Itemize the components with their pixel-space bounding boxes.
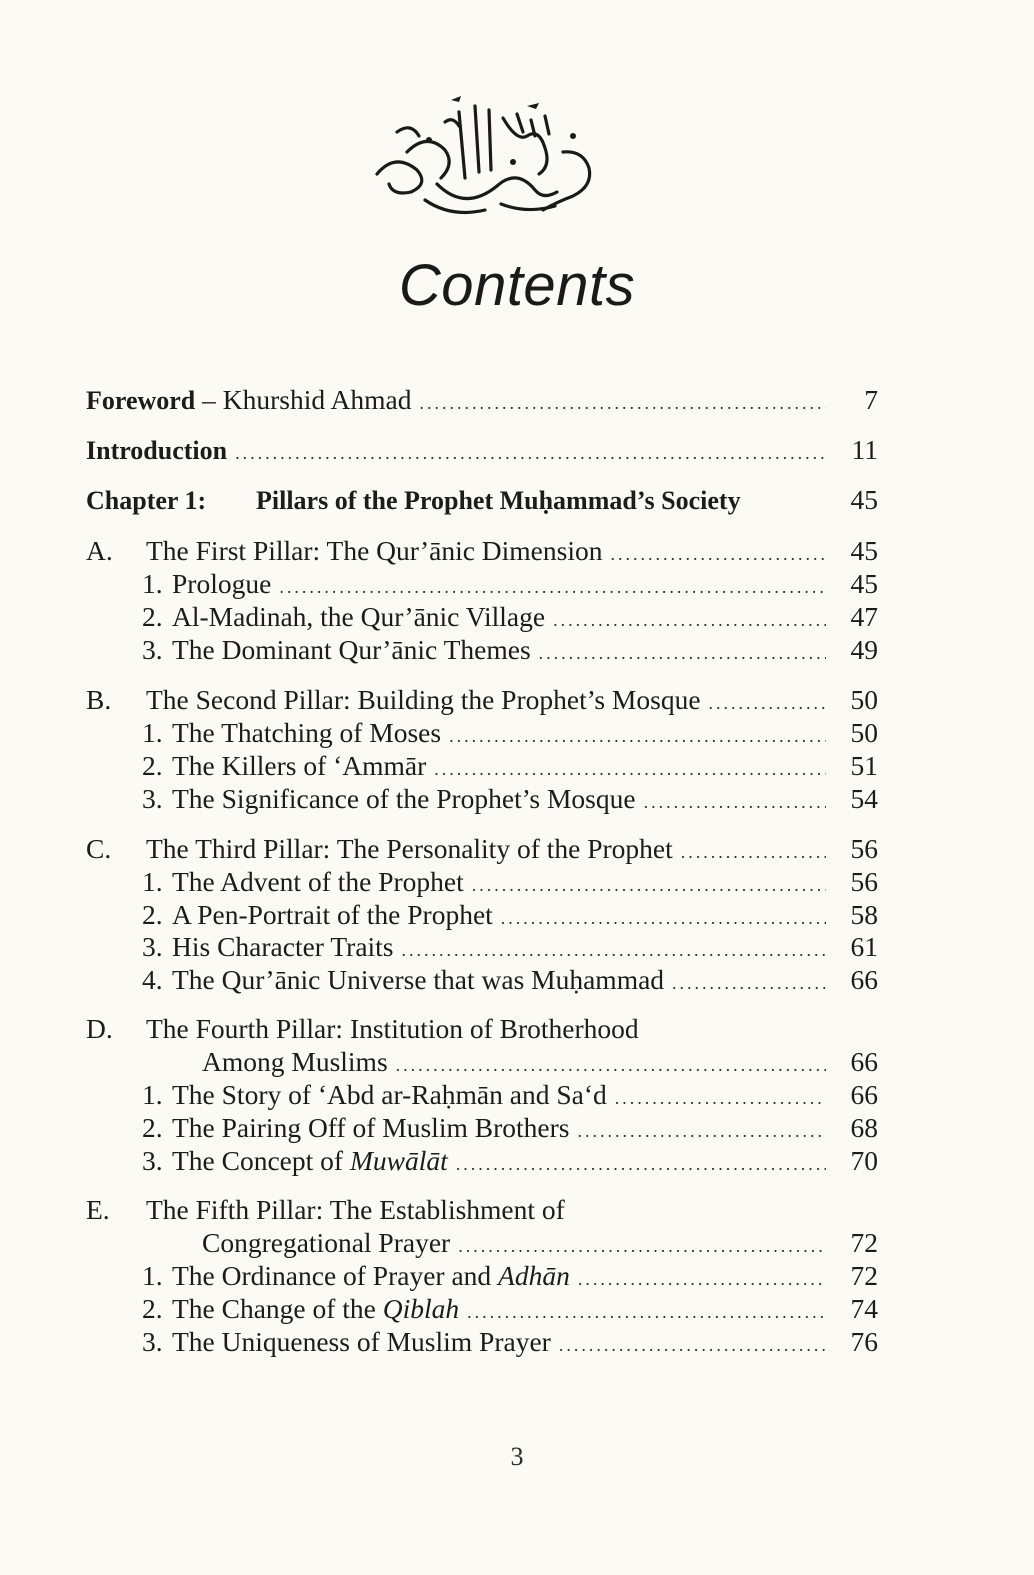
section-letter: D. (86, 1013, 113, 1044)
dot-leader (615, 1081, 826, 1115)
toc-section-a[interactable] (86, 534, 878, 568)
toc-item[interactable] (86, 1292, 878, 1326)
toc-section-e-continued[interactable] (86, 1226, 878, 1260)
page-title: Contents (398, 253, 636, 318)
item-number: 2. (142, 750, 163, 781)
toc-item[interactable] (86, 600, 878, 634)
item-title (172, 1259, 570, 1293)
dot-leader (644, 785, 826, 819)
toc-item[interactable] (86, 633, 878, 667)
toc-section-d[interactable] (86, 1012, 878, 1046)
item-title-text: The Concept of (172, 1145, 350, 1176)
page-number: 50 (850, 717, 878, 748)
page-number: 61 (850, 931, 878, 962)
page-number: 68 (850, 1112, 878, 1143)
page-number: 45 (850, 535, 878, 566)
toc-item[interactable] (86, 716, 878, 750)
item-title: The Dominant Qur’ānic Themes (172, 634, 531, 665)
dot-leader (458, 1229, 826, 1263)
toc-entry-chapter-1[interactable] (86, 483, 878, 517)
item-title: Al-Madinah, the Qur’ānic Village (172, 601, 546, 632)
page-number: 56 (850, 866, 878, 897)
section-title-line-1: The Fifth Pillar: The Establishment of (146, 1194, 565, 1225)
page-number: 72 (850, 1227, 878, 1258)
item-number: 4. (142, 964, 163, 995)
item-number: 3. (142, 1326, 163, 1357)
item-number: 3. (142, 1145, 163, 1176)
page-number: 51 (850, 750, 878, 781)
dot-leader (610, 537, 826, 571)
page-number: 7 (864, 384, 878, 415)
foreword-author: Khurshid Ahmad (222, 384, 412, 415)
section-title: The First Pillar: The Qur’ānic Dimension (146, 535, 603, 566)
item-number: 2. (142, 899, 163, 930)
item-title: The Story of ‘Abd ar-Raḥmān and Sa‘d (172, 1079, 607, 1110)
dot-leader (402, 933, 826, 967)
item-number: 2. (142, 1293, 163, 1324)
section-title-line-2: Congregational Prayer (202, 1227, 451, 1258)
dot-leader (681, 835, 826, 869)
page-number: 66 (850, 1046, 878, 1077)
toc-entry-introduction[interactable] (86, 433, 878, 467)
toc-item[interactable] (86, 865, 878, 899)
page-number: 50 (850, 684, 878, 715)
item-title: The Uniqueness of Muslim Prayer (172, 1326, 551, 1357)
toc-section-e[interactable] (86, 1193, 878, 1227)
dot-leader (472, 868, 826, 902)
dot-leader (419, 386, 826, 420)
foreword-separator: – (195, 384, 223, 415)
toc-item[interactable] (86, 567, 878, 601)
page-number: 76 (850, 1326, 878, 1357)
chapter-label: Chapter 1: (86, 486, 207, 515)
item-title: The Thatching of Moses (172, 717, 442, 748)
page-number: 49 (850, 634, 878, 665)
page-number: 11 (851, 434, 878, 465)
toc-item[interactable] (86, 898, 878, 932)
page-number: 54 (850, 783, 878, 814)
page-number-footer: 3 (510, 1442, 524, 1471)
item-number: 3. (142, 931, 163, 962)
item-number: 3. (142, 634, 163, 665)
section-title-line-1: The Fourth Pillar: Institution of Brotherhood (146, 1013, 639, 1044)
page-number: 74 (850, 1293, 878, 1324)
dot-leader (577, 1114, 826, 1148)
item-title: Prologue (172, 568, 272, 599)
section-letter: C. (86, 833, 112, 864)
item-title (172, 1144, 448, 1178)
section-letter: B. (86, 684, 112, 715)
item-title: The Killers of ‘Ammār (172, 750, 427, 781)
dot-leader (279, 570, 826, 604)
toc-section-d-continued[interactable] (86, 1045, 878, 1079)
section-letter: A. (86, 535, 113, 566)
section-title-line-2: Among Muslims (202, 1046, 388, 1077)
item-title-text: The Ordinance of Prayer and (172, 1260, 499, 1291)
item-number: 2. (142, 1112, 163, 1143)
page-number: 70 (850, 1145, 878, 1176)
toc-item[interactable] (86, 963, 878, 997)
toc-section-b[interactable] (86, 683, 878, 717)
item-title: A Pen-Portrait of the Prophet (172, 899, 493, 930)
dot-leader (449, 719, 826, 753)
dot-leader (467, 1295, 826, 1329)
dot-leader (235, 436, 826, 470)
dot-leader (672, 966, 826, 1000)
dot-leader (456, 1147, 826, 1181)
toc-item[interactable] (86, 1078, 878, 1112)
page-number: 45 (850, 568, 878, 599)
dot-leader (434, 752, 826, 786)
bismillah-calligraphy (367, 92, 597, 222)
item-number: 1. (142, 568, 163, 599)
page-number: 56 (850, 833, 878, 864)
page-number: 58 (850, 899, 878, 930)
toc-item[interactable] (86, 1111, 878, 1145)
introduction-label: Introduction (86, 436, 228, 465)
dot-leader (396, 1048, 826, 1082)
page-number: 45 (850, 484, 878, 515)
page-number: 66 (850, 1079, 878, 1110)
toc-item[interactable] (86, 782, 878, 816)
item-number: 1. (142, 1260, 163, 1291)
dot-leader (553, 603, 826, 637)
toc-item[interactable] (86, 1259, 878, 1293)
toc-item[interactable] (86, 1325, 878, 1359)
dot-leader (539, 636, 826, 670)
page-number: 72 (850, 1260, 878, 1291)
section-title: The Third Pillar: The Personality of the Prophet (146, 833, 673, 864)
section-letter: E. (86, 1194, 110, 1225)
item-title: The Significance of the Prophet’s Mosque (172, 783, 636, 814)
item-title-italic: Adhān (498, 1260, 570, 1291)
item-number: 1. (142, 717, 163, 748)
dot-leader (578, 1262, 826, 1296)
item-number: 1. (142, 1079, 163, 1110)
foreword-label: Foreword (86, 386, 196, 415)
item-title (172, 1292, 459, 1326)
item-number: 1. (142, 866, 163, 897)
item-title: The Qur’ānic Universe that was Muḥammad (172, 964, 665, 995)
item-title-text: The Change of the (172, 1293, 383, 1324)
toc-item[interactable] (86, 930, 878, 964)
section-title: The Second Pillar: Building the Prophet’s Mosque (146, 684, 701, 715)
item-number: 2. (142, 601, 163, 632)
toc-item[interactable] (86, 1144, 878, 1178)
page-number: 66 (850, 964, 878, 995)
chapter-title: Pillars of the Prophet Muḥammad’s Society (256, 486, 741, 515)
item-title: The Pairing Off of Muslim Brothers (172, 1112, 570, 1143)
toc-section-c[interactable] (86, 832, 878, 866)
toc-entry-foreword[interactable] (86, 383, 878, 417)
item-title: His Character Traits (172, 931, 394, 962)
item-number: 3. (142, 783, 163, 814)
toc-item[interactable] (86, 749, 878, 783)
dot-leader (709, 686, 826, 720)
item-title-italic: Qiblah (382, 1293, 460, 1324)
page-number: 47 (850, 601, 878, 632)
item-title-italic: Muwālāt (349, 1145, 448, 1176)
dot-leader (559, 1328, 826, 1362)
item-title: The Advent of the Prophet (172, 866, 464, 897)
